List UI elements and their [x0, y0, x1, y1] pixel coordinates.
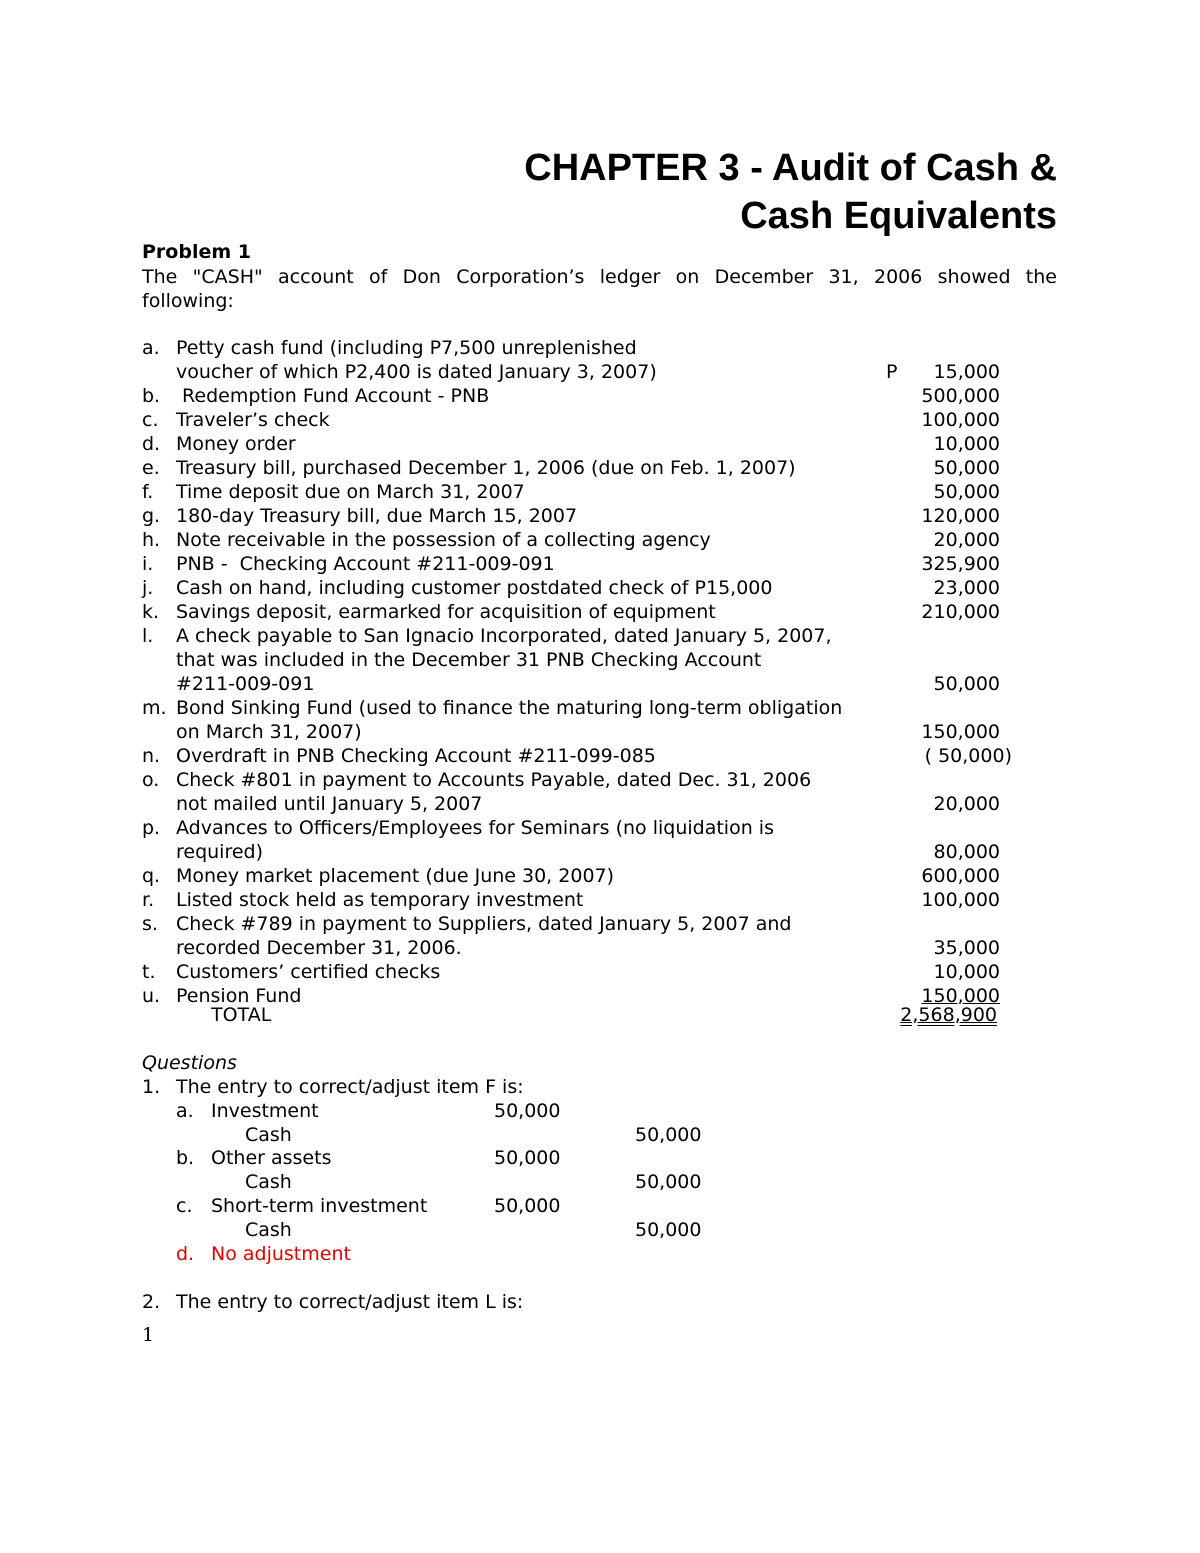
intro-line-2: following: [142, 290, 234, 312]
item-letter: d. [142, 433, 161, 455]
item-letter: p. [142, 817, 161, 839]
item-description-line: Redemption Fund Account - PNB [176, 385, 490, 407]
intro-line-1: The "CASH" account of Don Corporation’s ledger on December 31, 2006 showed the [142, 266, 1057, 288]
item-description-line: Time deposit due on March 31, 2007 [176, 481, 525, 503]
chapter-title-line-1: CHAPTER 3 - Audit of Cash & [524, 147, 1057, 189]
choice-c-credit-account: Cash [245, 1219, 292, 1241]
item-description-line: Cash on hand, including customer postdated check of P15,000 [176, 577, 773, 599]
item-letter: t. [142, 961, 156, 983]
page-number: 1 [142, 1324, 155, 1346]
item-amount: ( 50,000) [924, 745, 1012, 767]
item-amount: 20,000 [933, 793, 1000, 815]
item-amount: 325,900 [921, 553, 1000, 575]
choice-a-debit-amount: 50,000 [494, 1100, 561, 1122]
item-description-line: Savings deposit, earmarked for acquisition of equipment [176, 601, 716, 623]
problem-heading: Problem 1 [142, 241, 251, 263]
choice-b-credit-account: Cash [245, 1171, 292, 1193]
question-1-number: 1. [142, 1076, 161, 1098]
choice-b-letter: b. [176, 1147, 195, 1169]
item-amount: 10,000 [933, 961, 1000, 983]
question-1-text: The entry to correct/adjust item F is: [176, 1076, 524, 1098]
item-amount: 50,000 [933, 481, 1000, 503]
item-description-line: 180-day Treasury bill, due March 15, 2007 [176, 505, 578, 527]
choice-a-letter: a. [176, 1100, 194, 1122]
item-letter: e. [142, 457, 160, 479]
item-amount: 100,000 [921, 889, 1000, 911]
item-amount: 120,000 [921, 505, 1000, 527]
item-description-line: recorded December 31, 2006. [176, 937, 462, 959]
item-letter: c. [142, 409, 159, 431]
item-letter: a. [142, 337, 160, 359]
item-letter: u. [142, 985, 161, 1007]
choice-b-debit-amount: 50,000 [494, 1147, 561, 1169]
item-letter: q. [142, 865, 161, 887]
item-letter: i. [142, 553, 154, 575]
item-description-line: voucher of which P2,400 is dated January 3, 2007) [176, 361, 657, 383]
choice-c-debit-amount: 50,000 [494, 1195, 561, 1217]
item-letter: s. [142, 913, 158, 935]
choice-d-answer-text: No adjustment [211, 1243, 351, 1265]
question-2-number: 2. [142, 1291, 161, 1313]
item-amount: 20,000 [933, 529, 1000, 551]
item-description-line: PNB - Checking Account #211-009-091 [176, 553, 555, 575]
item-description-line: Money order [176, 433, 296, 455]
item-letter: o. [142, 769, 160, 791]
item-amount: 150,000 [921, 721, 1000, 743]
choice-b-debit-account: Other assets [211, 1147, 332, 1169]
question-2-text: The entry to correct/adjust item L is: [176, 1291, 524, 1313]
item-amount: 50,000 [933, 457, 1000, 479]
choice-a-credit-account: Cash [245, 1124, 292, 1146]
item-description-line: Advances to Officers/Employees for Seminars (no liquidation is [176, 817, 774, 839]
total-label: TOTAL [211, 1004, 272, 1026]
item-letter: b. [142, 385, 161, 407]
item-letter: f. [142, 481, 154, 503]
item-description-line: Check #801 in payment to Accounts Payable, dated Dec. 31, 2006 [176, 769, 812, 791]
item-letter: h. [142, 529, 161, 551]
item-description-line: Traveler’s check [176, 409, 330, 431]
item-description-line: Treasury bill, purchased December 1, 2006 (due on Feb. 1, 2007) [176, 457, 796, 479]
item-description-line: not mailed until January 5, 2007 [176, 793, 483, 815]
currency-symbol: P [886, 361, 898, 383]
item-description-line: #211-009-091 [176, 673, 315, 695]
item-amount: 150,000 [921, 985, 1000, 1007]
choice-c-debit-account: Short-term investment [211, 1195, 428, 1217]
item-description-line: Petty cash fund (including P7,500 unreplenished [176, 337, 637, 359]
item-amount: 15,000 [933, 361, 1000, 383]
item-amount: 50,000 [933, 673, 1000, 695]
item-description-line: on March 31, 2007) [176, 721, 362, 743]
item-letter: l. [142, 625, 154, 647]
choice-c-credit-amount: 50,000 [635, 1219, 702, 1241]
item-amount: 100,000 [921, 409, 1000, 431]
total-amount: 2,568,900 [900, 1004, 997, 1026]
item-description-line: Note receivable in the possession of a collecting agency [176, 529, 711, 551]
item-description-line: Customers’ certified checks [176, 961, 441, 983]
item-description-line: Listed stock held as temporary investment [176, 889, 584, 911]
choice-a-credit-amount: 50,000 [635, 1124, 702, 1146]
item-amount: 600,000 [921, 865, 1000, 887]
choice-a-debit-account: Investment [211, 1100, 319, 1122]
item-letter: k. [142, 601, 160, 623]
item-amount: 80,000 [933, 841, 1000, 863]
item-description-line: that was included in the December 31 PNB Checking Account [176, 649, 762, 671]
choice-c-letter: c. [176, 1195, 193, 1217]
item-letter: g. [142, 505, 161, 527]
questions-heading: Questions [142, 1052, 237, 1074]
item-description-line: Pension Fund [176, 985, 302, 1007]
item-description-line: Overdraft in PNB Checking Account #211-099-085 [176, 745, 656, 767]
item-description-line: required) [176, 841, 264, 863]
item-amount: 35,000 [933, 937, 1000, 959]
choice-b-credit-amount: 50,000 [635, 1171, 702, 1193]
chapter-title-line-2: Cash Equivalents [740, 195, 1057, 237]
item-amount: 210,000 [921, 601, 1000, 623]
item-letter: m. [142, 697, 167, 719]
item-description-line: Bond Sinking Fund (used to finance the maturing long-term obligation [176, 697, 843, 719]
choice-d-letter: d. [176, 1243, 195, 1265]
item-letter: n. [142, 745, 161, 767]
item-amount: 10,000 [933, 433, 1000, 455]
item-description-line: A check payable to San Ignacio Incorporated, dated January 5, 2007, [176, 625, 832, 647]
item-description-line: Check #789 in payment to Suppliers, dated January 5, 2007 and [176, 913, 792, 935]
item-letter: r. [142, 889, 155, 911]
item-letter: j. [142, 577, 154, 599]
item-amount: 500,000 [921, 385, 1000, 407]
item-amount: 23,000 [933, 577, 1000, 599]
item-description-line: Money market placement (due June 30, 2007) [176, 865, 615, 887]
